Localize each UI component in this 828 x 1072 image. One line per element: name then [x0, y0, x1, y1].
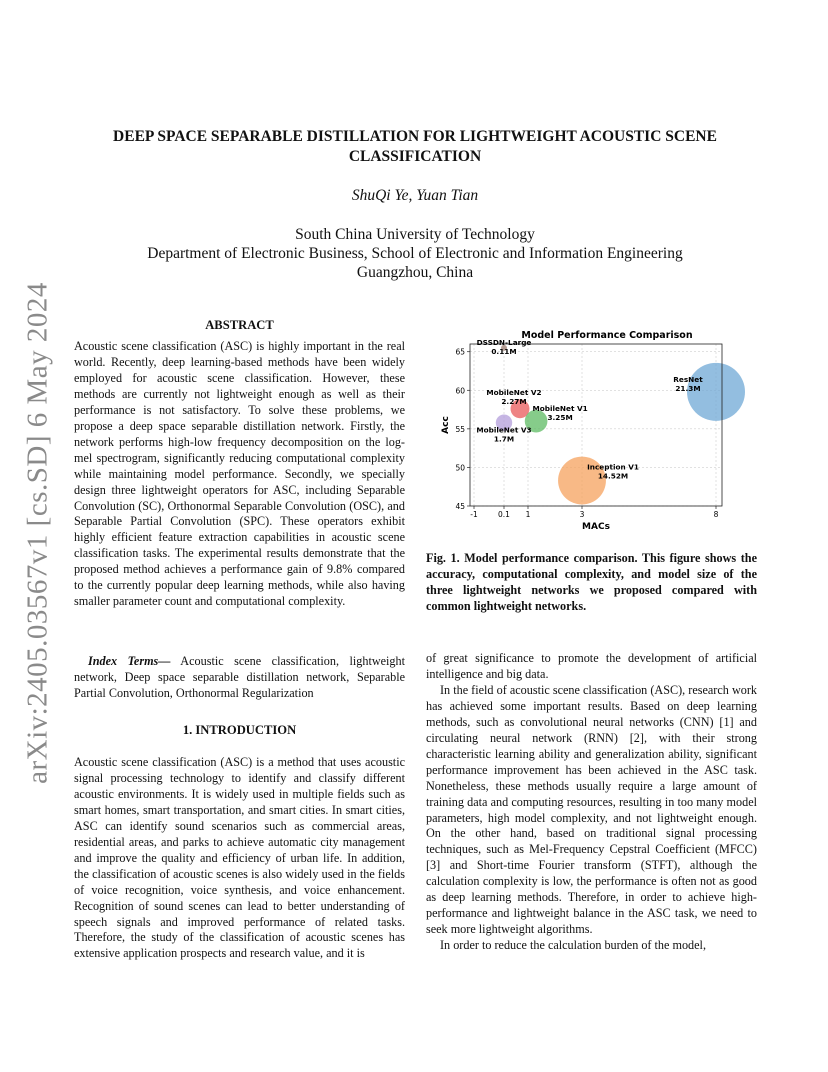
index-terms-paragraph: [74, 654, 405, 702]
point-label-name: MobileNet V1: [532, 404, 588, 414]
title-line-2: CLASSIFICATION: [348, 148, 482, 165]
point-label-size: 14.52M: [597, 471, 629, 481]
abstract-heading: ABSTRACT: [205, 318, 274, 332]
y-tick-label: 65: [455, 347, 465, 357]
point-label-name: DSSDN-Large: [476, 337, 532, 347]
y-tick-label: 50: [455, 463, 465, 473]
point-label-size: 3.25M: [547, 413, 573, 423]
affiliation-line-1: South China University of Technology: [295, 226, 535, 243]
y-axis-label: Acc: [441, 416, 451, 434]
paper-title: [70, 127, 760, 167]
figure-chart: [432, 326, 752, 536]
y-tick-label: 55: [455, 424, 465, 434]
intro-paragraph-2: In the field of acoustic scene classification (ASC), research work has achieved some important results. Based on deep learning methods, such as convolutional neural networks (CNN) [1] and circulating neural network (RNN) [2], with their strong characteristic learning ability and generalization ability, significant performance improvement has been achieved in the ASC task. Nonetheless, these methods usually require a large amount of training data and computing resources, resulting in too many model parameters, high model complexity, and not lightweight enough. On the other hand, based on traditional signal processing techniques, such as Mel-Frequency Cepstral Coefficient (MFCC) [3] and Short-time Fourier transform (STFT), although the calculation complexity is low, the performance is often not as good as deep learning methods. Therefore, in order to achieve high-performance and lightweight balance in the ASC task, we need to seek more lightweight algorithms.: [426, 682, 757, 937]
x-axis-label: MACs: [582, 522, 610, 532]
point-label-size: 2.27M: [501, 396, 527, 406]
x-tick-label: 1: [525, 510, 531, 519]
point-label-size: 21.3M: [675, 383, 701, 393]
affiliation: [70, 225, 760, 282]
abstract-body: [74, 339, 405, 610]
point-label-name: Inception V1: [587, 462, 639, 472]
y-tick-labels: [455, 348, 470, 511]
index-terms: [74, 654, 405, 702]
point-label-name: MobileNet V2: [486, 387, 542, 397]
point-label-size: 0.11M: [491, 346, 517, 356]
introduction-body: [74, 755, 405, 962]
affiliation-line-2: Department of Electronic Business, School of Electronic and Information Engineering: [147, 245, 683, 262]
scatter-chart: [432, 326, 752, 536]
arxiv-id: arXiv:2405.03567v1 [cs.SD] 6 May 2024: [21, 282, 54, 784]
right-column-body: [426, 651, 757, 954]
point-label-name: MobileNet V3: [476, 425, 532, 435]
chart-title: Model Performance Comparison: [521, 330, 693, 341]
introduction-paragraph-1: Acoustic scene classification (ASC) is a method that uses acoustic signal processing technology to identify and classify different acoustic environments. It is widely used in multiple fields such as smart homes, smart transportation, and smart cities. In smart cities, ASC can identify sound scenarios such as commercial areas, residential areas, and parks to achieve automatic city management and improve the quality and efficiency of urban life. In addition, the classification of acoustic scenes is also widely used in the fields of voice recognition, voice synthesis, and voice enhancement. Recognition of sound scenes can lead to better understanding of speech signals and improved performance of related tasks. Therefore, the study of the classification of acoustic scenes has extensive application prospects and research value, and it is: [74, 755, 405, 961]
point-label-size: 1.7M: [493, 434, 515, 444]
point-label-name: ResNet: [673, 374, 703, 384]
caption-paragraph: [426, 551, 757, 615]
y-tick-label: 45: [455, 502, 465, 511]
authors: ShuQi Ye, Yuan Tian: [351, 187, 479, 204]
x-tick-labels: [470, 506, 718, 519]
figure-caption: [426, 551, 757, 615]
introduction-heading: 1. INTRODUCTION: [182, 723, 297, 737]
continued-paragraph: of great significance to promote the development of artificial intelligence and big data.: [426, 651, 757, 681]
arxiv-sidebar: [18, 282, 58, 784]
abstract-text: Acoustic scene classification (ASC) is highly important in the real world. Recently, deep learning-based methods have been widely employed for acoustic scene classification. However, these methods are currently not lightweight enough as well as their performance is not satisfactory. To solve these problems, we propose a deep space separable distillation network. Firstly, the network performs high-low frequency decomposition on the log-mel spectrogram, significantly reducing computational complexity while maintaining model performance. Secondly, we specially design three lightweight operators for ASC, including Separable Convolution (SC), Orthonormal Separable Convolution (OSC), and Separable Partial Convolution (SPC). These operators exhibit highly efficient feature extraction capabilities in acoustic scene classification tasks. The experimental results demonstrate that the proposed method achieves a performance gain of 9.8% compared to the currently popular deep learning methods, while also having smaller parameter count and computational complexity.: [74, 339, 405, 609]
index-terms-label: Index Terms—: [88, 654, 171, 668]
caption-label: Fig. 1: [426, 551, 457, 565]
index-terms-text: Acoustic scene classification, lightweight network, Deep space separable distillation network, Separable Partial Convolution, Orthonormal Regularization: [74, 654, 406, 700]
x-tick-label: -1: [470, 510, 478, 519]
title-line-1: DEEP SPACE SEPARABLE DISTILLATION FOR LIGHTWEIGHT ACOUSTIC SCENE: [113, 128, 717, 145]
x-tick-label: 8: [713, 510, 719, 519]
y-tick-label: 60: [455, 386, 465, 396]
intro-paragraph-3: In order to reduce the calculation burden of the model,: [440, 938, 706, 953]
affiliation-line-3: Guangzhou, China: [356, 264, 474, 281]
x-tick-label: 3: [579, 510, 585, 519]
x-tick-label: 0.1: [498, 510, 510, 519]
caption-text: . Model performance comparison. This figure shows the accuracy, computational complexity, and model size of the three lightweight networks we proposed compared with common lightweight networks.: [426, 551, 757, 613]
